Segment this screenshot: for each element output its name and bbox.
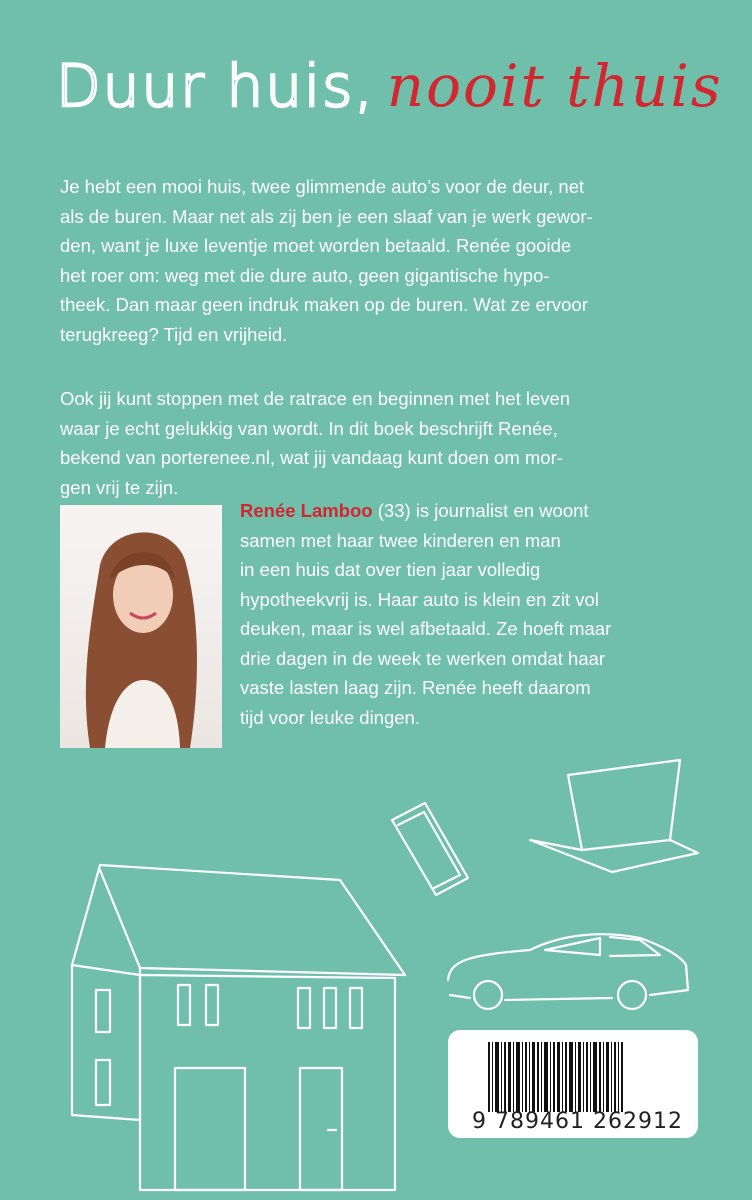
title-part-2: nooit thuis xyxy=(386,52,723,120)
text-line: Ook jij kunt stoppen met de ratrace en beginnen met het leven xyxy=(60,388,571,409)
text-line: drie dagen in de week te werken omdat haar xyxy=(240,647,606,669)
text-line: het roer om: weg met die dure auto, geen gigantische hypo- xyxy=(60,264,550,286)
laptop-illustration xyxy=(530,760,698,872)
text-line: als de buren. Maar net als zij ben je een slaaf van je werk gewor- xyxy=(60,205,593,227)
text-line: in een huis dat over tien jaar volledig xyxy=(240,559,541,580)
author-name: Renée Lamboo xyxy=(240,500,373,521)
text-line: (33) is journalist en woont xyxy=(372,500,589,521)
text-line: Je hebt een mooi huis, twee glimmende auto’s voor de deur, net xyxy=(60,176,585,197)
house-illustration xyxy=(72,865,405,1190)
isbn-barcode xyxy=(448,1030,698,1138)
text-line: den, want je luxe leventje moet worden betaald. Renée gooide xyxy=(60,235,572,256)
text-line: gen vrij te zijn. xyxy=(60,476,179,498)
text-line: terugkreeg? Tijd en vrijheid. xyxy=(60,323,288,345)
text-line: hypotheekvrij is. Haar auto is klein en zit vol xyxy=(240,588,599,610)
text-line: bekend van porterenee.nl, wat jij vandaag kunt doen om mor- xyxy=(60,447,563,468)
car-illustration xyxy=(448,934,688,1009)
text-line: theek. Dan maar geen indruk maken op de buren. Wat ze ervoor xyxy=(60,294,588,315)
isbn-number: 9 789461 262912 xyxy=(472,1109,683,1134)
text-line: waar je echt gelukkig van wordt. In dit boek beschrijft Renée, xyxy=(60,417,558,439)
text-line: vaste lasten laag zijn. Renée heeft daarom xyxy=(240,677,591,698)
text-line: samen met haar twee kinderen en man xyxy=(240,529,561,551)
phone-illustration xyxy=(392,803,468,895)
text-line: tijd voor leuke dingen. xyxy=(240,706,420,728)
barcode-bars xyxy=(488,1042,663,1112)
title-part-1: Duur huis, xyxy=(56,52,375,120)
text-line: deuken, maar is wel afbetaald. Ze hoeft maar xyxy=(240,618,612,639)
